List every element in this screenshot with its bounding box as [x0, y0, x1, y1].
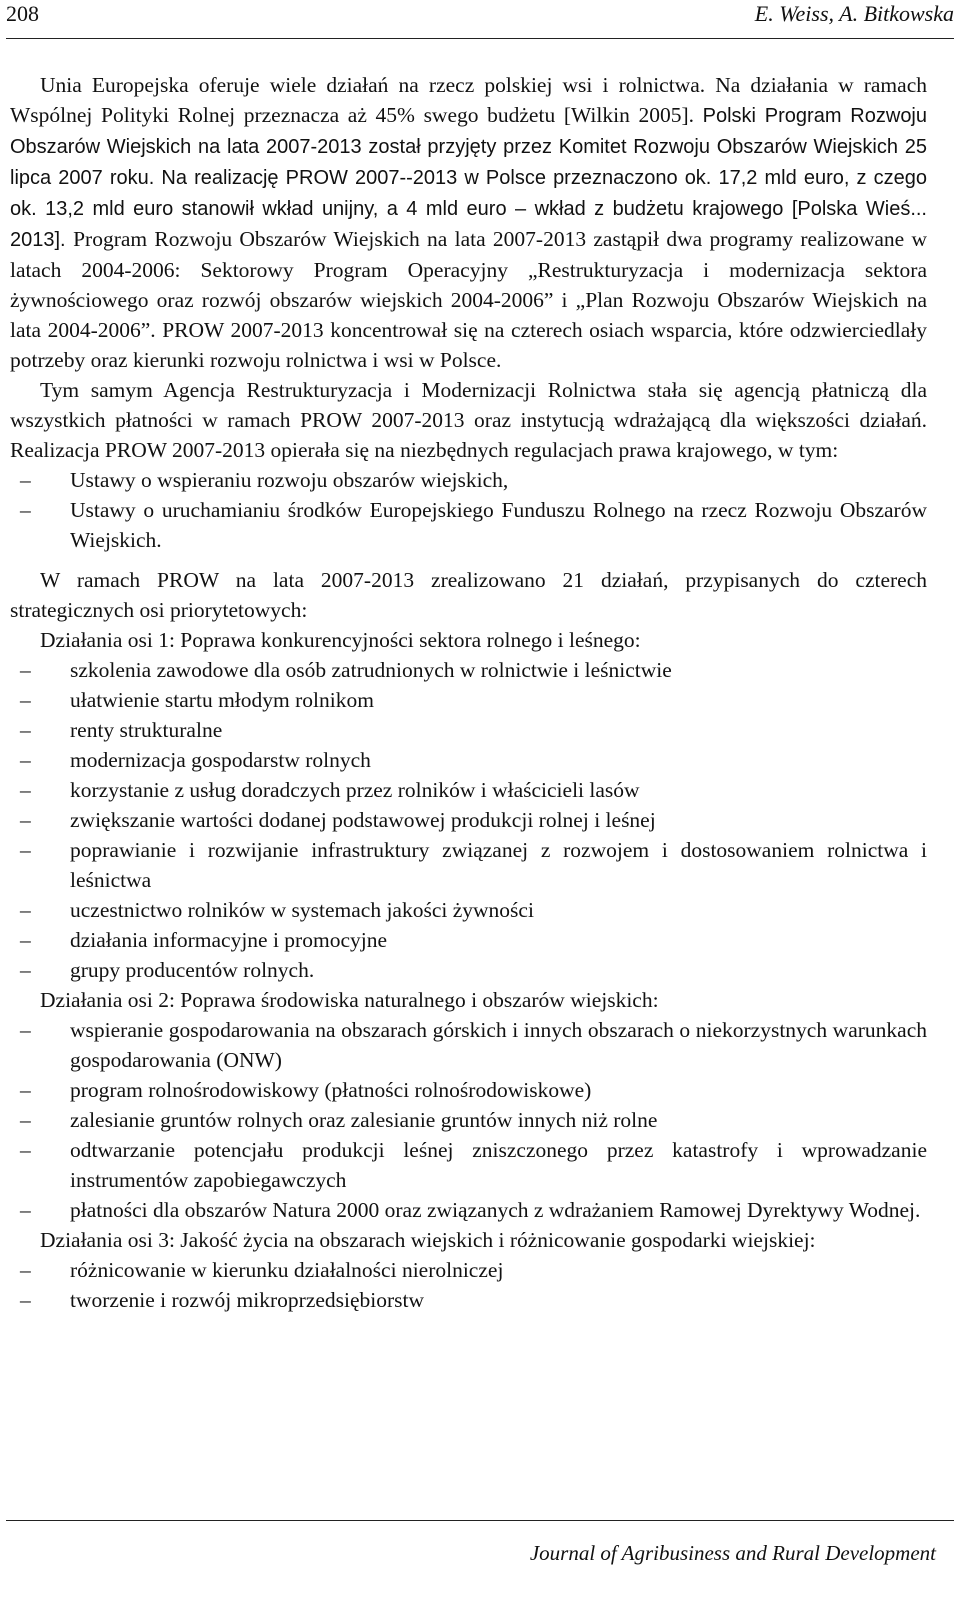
- list-item: – korzystanie z usług doradczych przez rolników i właścicieli lasów: [20, 778, 640, 802]
- list-item: – różnicowanie w kierunku działalności nierolniczej: [20, 1258, 504, 1282]
- axis1-list: [10, 655, 927, 985]
- list-item: – wspieranie gospodarowania na obszarach górskich i innych obszarach o niekorzystnych warunkach gospodarowania (ONW): [20, 1018, 927, 1072]
- list-item: – modernizacja gospodarstw rolnych: [20, 748, 371, 772]
- list-item: – ułatwienie startu młodym rolnikom: [20, 688, 374, 712]
- list-item: – działania informacyjne i promocyjne: [20, 928, 387, 952]
- agency-paragraph: Tym samym Agencja Restrukturyzacja i Modernizacji Rolnictwa stała się agencją płatniczą dla wszystkich płatności w ramach PROW 2007-2013 oraz instytucją wdrażającą dla większości działań. Realizacja PROW 2007-2013 opierała się na niezbędnych regulacjach prawa krajowego, w tym:: [10, 378, 927, 462]
- prow-paragraph: W ramach PROW na lata 2007-2013 zrealizowano 21 działań, przypisanych do czterech strategicznych osi priorytetowych:: [10, 568, 927, 622]
- regulations-list: [10, 465, 927, 555]
- axis2-list: [10, 1015, 927, 1225]
- list-item: – zalesianie gruntów rolnych oraz zalesianie gruntów innych niż rolne: [20, 1108, 658, 1132]
- intro-segment-2: Polski Program Rozwoju Obszarów Wiejskich na lata 2007-2013 został przyjęty przez Komitet Rozwoju Obszarów Wiejskich 25 lipca 2007 roku. Na realizację PROW 2007--2013 w Polsce przeznaczono ok. 17,2 mld euro, z czego ok. 13,2 mld euro stanowił wkład unijny, a 4 mld euro – wkład z budżetu krajowego [Polska Wieś... 2013].: [10, 105, 928, 251]
- axis1-heading: Działania osi 1: Poprawa konkurencyjności sektora rolnego i leśnego:: [40, 628, 641, 652]
- list-item: – poprawianie i rozwijanie infrastruktury związanej z rozwojem i dostosowaniem rolnictwa i leśnictwa: [20, 838, 927, 892]
- list-item: – odtwarzanie potencjału produkcji leśnej zniszczonego przez katastrofy i wprowadzanie instrumentów zapobiegawczych: [20, 1138, 927, 1192]
- list-item: – grupy producentów rolnych.: [20, 958, 315, 982]
- axis3-heading: Działania osi 3: Jakość życia na obszarach wiejskich i różnicowanie gospodarki wiejskiej:: [40, 1228, 816, 1252]
- list-item: – renty strukturalne: [20, 718, 223, 742]
- page-header: [6, 0, 954, 39]
- page-number: 208: [6, 1, 39, 26]
- dash-mark: –: [20, 498, 31, 522]
- page-footer: [6, 1520, 954, 1567]
- list-item: – Ustawy o uruchamianiu środków Europejskiego Funduszu Rolnego na rzecz Rozwoju Obszarów Wiejskich.: [10, 495, 927, 555]
- list-item: – zwiększanie wartości dodanej podstawowej produkcji rolnej i leśnej: [20, 808, 656, 832]
- list-item: – program rolnośrodowiskowy (płatności rolnośrodowiskowe): [20, 1078, 592, 1102]
- axis2-heading: Działania osi 2: Poprawa środowiska naturalnego i obszarów wiejskich:: [40, 988, 659, 1012]
- intro-segment-1: Unia Europejska oferuje wiele działań na rzecz polskiej wsi i rolnictwa. Na działania w ramach Wspólnej Polityki Rolnej przeznacza aż 45% swego budżetu [Wilkin 2005].: [10, 73, 927, 127]
- axis3-list: [10, 1255, 927, 1315]
- dash-mark: –: [20, 468, 31, 492]
- body-text: [10, 70, 927, 1315]
- list-item: – płatności dla obszarów Natura 2000 oraz związanych z wdrażaniem Ramowej Dyrektywy Wodnej.: [20, 1198, 921, 1222]
- list-item: – uczestnictwo rolników w systemach jakości żywności: [20, 898, 534, 922]
- list-item: – Ustawy o wspieraniu rozwoju obszarów wiejskich,: [10, 465, 927, 495]
- list-item: – szkolenia zawodowe dla osób zatrudnionych w rolnictwie i leśnictwie: [20, 658, 672, 682]
- running-head-authors: E. Weiss, A. Bitkowska: [754, 1, 954, 26]
- intro-paragraph: [10, 70, 927, 375]
- journal-name: Journal of Agribusiness and Rural Development: [529, 1541, 936, 1565]
- intro-segment-3: Program Rozwoju Obszarów Wiejskich na lata 2007-2013 zastąpił dwa programy realizowane w latach 2004-2006: Sektorowy Program Operacyjny „Restrukturyzacja i modernizacja sektora żywnościowego oraz rozwój obszarów wiejskich 2004-2006” i „Plan Rozwoju Obszarów Wiejskich na lata 2004-2006”. PROW 2007-2013 koncentrował się na czterech osiach wsparcia, które odzwierciedlały potrzeby oraz kierunki rozwoju rolnictwa i wsi w Polsce.: [10, 227, 928, 372]
- list-item: – tworzenie i rozwój mikroprzedsiębiorstw: [20, 1288, 425, 1312]
